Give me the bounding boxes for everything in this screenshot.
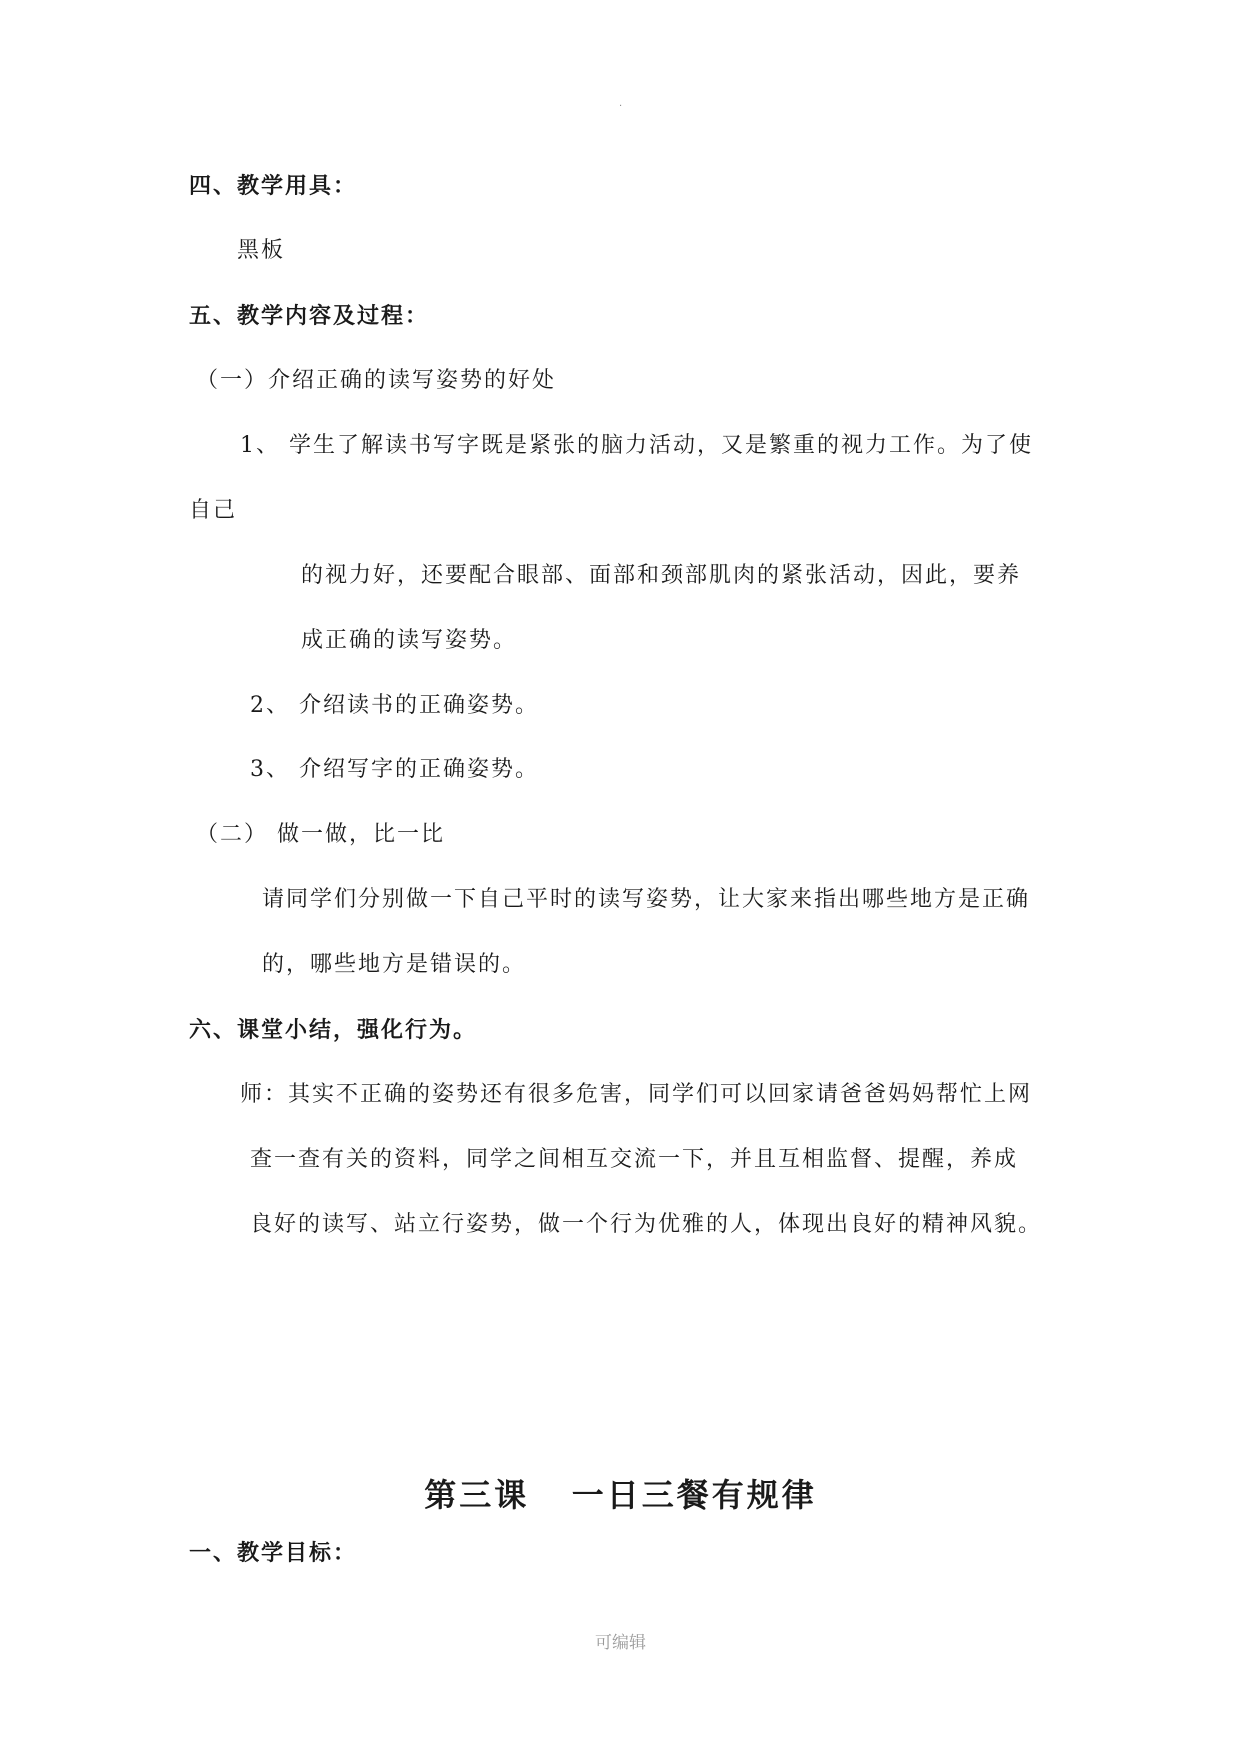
lesson-title: 第三课 一日三餐有规律 [424,1476,817,1514]
section-4-body: 黑板 [237,238,286,263]
footer-editable-label: 可编辑 [595,1633,646,1653]
section-5-sub2-line-2: 的，哪些地方是错误的。 [262,952,527,977]
section-5-item-3: 3、 介绍写字的正确姿势。 [250,757,539,782]
header-dot: . [619,98,623,109]
section-6-line-2: 查一查有关的资料，同学之间相互交流一下，并且互相监督、提醒，养成 [250,1147,1019,1172]
section-5-item-1-line-4: 成正确的读写姿势。 [301,628,518,653]
section-5-sub2-line-1: 请同学们分别做一下自己平时的读写姿势，让大家来指出哪些地方是正确 [262,887,1031,912]
section-6-heading: 六、课堂小结，强化行为。 [189,1017,478,1043]
section-6-line-1: 师：其实不正确的姿势还有很多危害，同学们可以回家请爸爸妈妈帮忙上网 [240,1082,1033,1107]
lesson-section-1-heading: 一、教学目标： [189,1540,358,1566]
section-5-item-1-line-1: 1、 学生了解读书写字既是紧张的脑力活动，又是繁重的视力工作。为了使 [240,433,1033,458]
section-5-item-1-line-3: 的视力好，还要配合眼部、面部和颈部肌肉的紧张活动，因此，要养 [301,563,1022,588]
section-5-item-2: 2、 介绍读书的正确姿势。 [250,693,539,718]
section-5-subheading-2: （二） 做一做，比一比 [196,822,445,847]
section-5-heading: 五、教学内容及过程： [189,303,430,329]
section-4-heading: 四、教学用具： [189,173,358,199]
section-5-item-1-line-2: 自己 [189,498,238,523]
section-6-line-3: 良好的读写、站立行姿势，做一个行为优雅的人，体现出良好的精神风貌。 [250,1212,1043,1237]
section-5-subheading-1: （一）介绍正确的读写姿势的好处 [196,368,557,393]
